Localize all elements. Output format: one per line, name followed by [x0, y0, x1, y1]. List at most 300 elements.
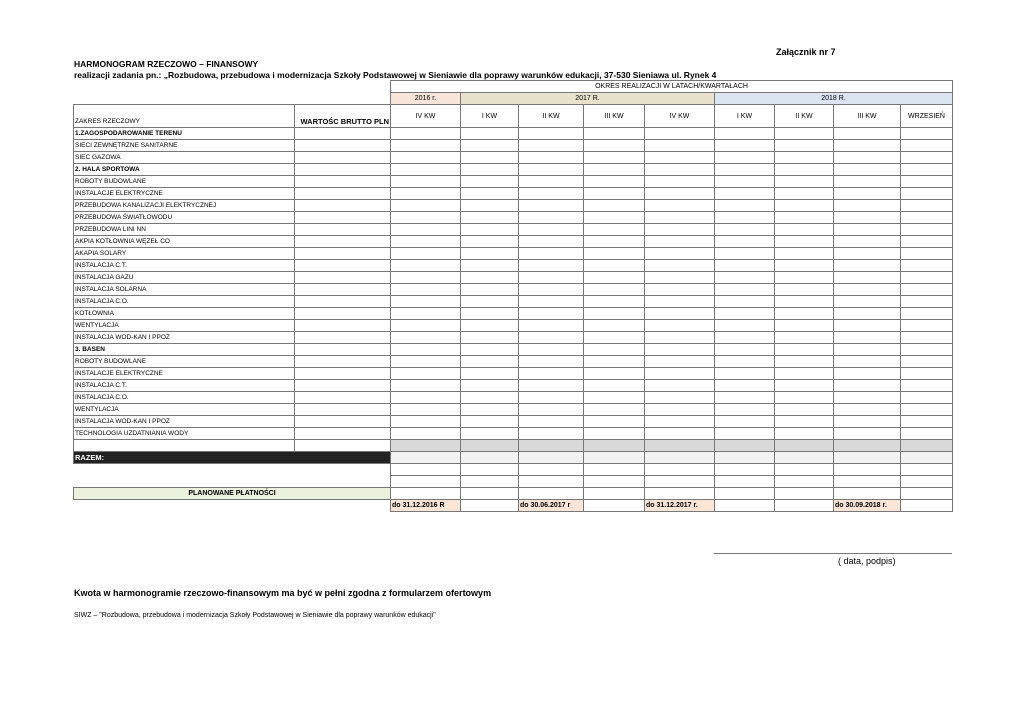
quarter-cell [834, 140, 901, 152]
quarter-cell [461, 284, 519, 296]
quarter-cell [519, 248, 584, 260]
quarter-cell [715, 164, 775, 176]
quarter-cell [715, 416, 775, 428]
quarter-cell [901, 404, 953, 416]
quarter-cell [461, 260, 519, 272]
header-row-years [74, 93, 953, 105]
row-label: 3. BASEN [74, 344, 295, 356]
quarter-cell [715, 284, 775, 296]
quarter-cell [584, 356, 645, 368]
quarter-cell [584, 296, 645, 308]
quarter-cell [461, 296, 519, 308]
quarter-cell [901, 140, 953, 152]
table-row [74, 296, 953, 308]
quarter-cell [645, 320, 715, 332]
quarter-cell [901, 188, 953, 200]
quarter-cell [834, 344, 901, 356]
quarter-cell [584, 140, 645, 152]
quarter-cell [461, 428, 519, 440]
quarter-cell [715, 332, 775, 344]
quarter-cell [645, 188, 715, 200]
row-label: ROBOTY BUDOWLANE [74, 176, 295, 188]
table-row [74, 344, 953, 356]
quarter-cell [519, 404, 584, 416]
quarter-cell [901, 260, 953, 272]
quarter-cell [901, 152, 953, 164]
year-2018-header: 2018 R. [715, 93, 953, 105]
table-row [74, 380, 953, 392]
table-row [74, 272, 953, 284]
quarter-cell [834, 284, 901, 296]
quarter-cell [715, 344, 775, 356]
quarter-cell [775, 176, 834, 188]
table-row [74, 140, 953, 152]
value-cell [295, 248, 391, 260]
quarter-cell [391, 164, 461, 176]
quarter-cell [715, 248, 775, 260]
quarter-cell [645, 212, 715, 224]
quarter-cell [775, 368, 834, 380]
quarter-cell [775, 200, 834, 212]
quarter-cell [834, 164, 901, 176]
quarter-cell [519, 272, 584, 284]
quarter-cell [519, 212, 584, 224]
quarter-cell [834, 392, 901, 404]
quarter-cell [775, 356, 834, 368]
quarter-cell [461, 308, 519, 320]
table-row [74, 284, 953, 296]
quarter-cell [645, 392, 715, 404]
note-text: Kwota w harmonogramie rzeczowo-finansowym ma być w pełni zgodna z formularzem ofertowym [74, 588, 492, 598]
quarter-cell [834, 320, 901, 332]
value-cell [295, 236, 391, 248]
quarter-cell [519, 344, 584, 356]
quarter-cell [519, 176, 584, 188]
quarter-cell [901, 128, 953, 140]
quarter-cell [645, 128, 715, 140]
value-cell [295, 380, 391, 392]
quarter-cell [834, 200, 901, 212]
quarter-cell [834, 224, 901, 236]
table-row [74, 404, 953, 416]
row-label: INSTALACJE ELEKTRYCZNE [74, 188, 295, 200]
value-cell [295, 224, 391, 236]
quarter-cell [391, 428, 461, 440]
table-row [74, 320, 953, 332]
value-cell [295, 344, 391, 356]
quarter-cell [584, 404, 645, 416]
quarter-cell [391, 416, 461, 428]
table-row [74, 356, 953, 368]
table-row [74, 236, 953, 248]
table-row [74, 308, 953, 320]
quarter-cell [519, 356, 584, 368]
quarter-cell [775, 224, 834, 236]
quarter-cell [901, 392, 953, 404]
quarter-cell [834, 128, 901, 140]
quarter-cell [391, 368, 461, 380]
quarter-cell [645, 272, 715, 284]
quarter-cell [901, 248, 953, 260]
table-row [74, 128, 953, 140]
quarter-cell [715, 368, 775, 380]
quarter-cell [391, 308, 461, 320]
deadline-2017-mid: do 30.06.2017 r [519, 500, 584, 512]
quarter-cell [834, 260, 901, 272]
quarter-cell [901, 356, 953, 368]
quarter-cell [901, 380, 953, 392]
quarter-cell [834, 404, 901, 416]
deadline-2018: do 30.09.2018 r. [834, 500, 901, 512]
quarter-cell [715, 224, 775, 236]
value-cell [295, 260, 391, 272]
quarter-header: II KW [519, 105, 584, 128]
quarter-cell [461, 212, 519, 224]
quarter-cell [775, 428, 834, 440]
quarter-cell [834, 332, 901, 344]
quarter-cell [391, 200, 461, 212]
quarter-cell [901, 284, 953, 296]
quarter-cell [584, 164, 645, 176]
quarter-cell [519, 224, 584, 236]
quarter-header: III KW [834, 105, 901, 128]
quarter-cell [901, 224, 953, 236]
quarter-cell [584, 284, 645, 296]
row-label: KOTŁOWNIA [74, 308, 295, 320]
table-row [74, 260, 953, 272]
quarter-cell [461, 152, 519, 164]
quarter-cell [775, 284, 834, 296]
quarter-cell [519, 320, 584, 332]
value-cell [295, 416, 391, 428]
quarter-cell [901, 368, 953, 380]
razem-row [74, 452, 953, 464]
quarter-cell [645, 200, 715, 212]
quarter-cell [715, 296, 775, 308]
year-2016-header: 2016 r. [391, 93, 461, 105]
quarter-cell [834, 380, 901, 392]
quarter-cell [461, 236, 519, 248]
quarter-cell [901, 164, 953, 176]
quarter-cell [584, 200, 645, 212]
table-row [74, 428, 953, 440]
quarter-cell [645, 368, 715, 380]
quarter-cell [584, 320, 645, 332]
quarter-cell [645, 296, 715, 308]
row-label: 2. HALA SPORTOWA [74, 164, 295, 176]
schedule-table [73, 80, 953, 512]
quarter-cell [901, 176, 953, 188]
quarter-cell [645, 308, 715, 320]
quarter-cell [391, 248, 461, 260]
header-row-okres [74, 81, 953, 93]
quarter-cell [775, 260, 834, 272]
quarter-cell [715, 236, 775, 248]
quarter-cell [901, 212, 953, 224]
column-header-wartosc: WARTOŚC BRUTTO PLN [295, 105, 391, 128]
row-label: WENTYLACJA [74, 320, 295, 332]
quarter-cell [715, 404, 775, 416]
row-label: AKAPIA SOLARY [74, 248, 295, 260]
quarter-cell [461, 416, 519, 428]
quarter-cell [584, 248, 645, 260]
quarter-cell [834, 428, 901, 440]
deadline-2016: do 31.12.2016 R [391, 500, 461, 512]
quarter-cell [645, 236, 715, 248]
quarter-cell [461, 128, 519, 140]
quarter-cell [519, 284, 584, 296]
quarter-cell [715, 320, 775, 332]
quarter-cell [775, 344, 834, 356]
value-cell [295, 308, 391, 320]
quarter-cell [901, 308, 953, 320]
table-row [74, 392, 953, 404]
quarter-cell [775, 212, 834, 224]
year-2017-header: 2017 R. [461, 93, 715, 105]
quarter-cell [775, 332, 834, 344]
quarter-header: WRZESIEŃ [901, 105, 953, 128]
quarter-cell [461, 140, 519, 152]
quarter-cell [461, 224, 519, 236]
footer-text: SIWZ – "Rozbudowa, przebudowa i modernizacja Szkoły Podstawowej w Sieniawie dla poprawy warunków edukacji" [74, 612, 436, 619]
table-row [74, 164, 953, 176]
quarter-cell [645, 356, 715, 368]
quarter-cell [461, 272, 519, 284]
quarter-cell [715, 260, 775, 272]
quarter-cell [834, 212, 901, 224]
quarter-cell [715, 188, 775, 200]
quarter-cell [775, 140, 834, 152]
quarter-header: I KW [715, 105, 775, 128]
value-cell [295, 332, 391, 344]
quarter-cell [901, 296, 953, 308]
value-cell [295, 296, 391, 308]
row-label: INSTALACJA C.T. [74, 260, 295, 272]
quarter-cell [519, 416, 584, 428]
row-label: PRZEBUDOWA KANALIZACJI ELEKTRYCZNEJ [74, 200, 295, 212]
signature-line [714, 553, 952, 554]
quarter-cell [645, 140, 715, 152]
quarter-cell [391, 236, 461, 248]
table-row [74, 248, 953, 260]
quarter-cell [645, 152, 715, 164]
quarter-cell [391, 392, 461, 404]
quarter-cell [901, 332, 953, 344]
quarter-cell [584, 308, 645, 320]
quarter-cell [715, 380, 775, 392]
row-label: PRZEBUDOWA ŚWIATŁOWODU [74, 212, 295, 224]
quarter-cell [519, 164, 584, 176]
quarter-cell [834, 176, 901, 188]
quarter-cell [775, 308, 834, 320]
quarter-cell [645, 284, 715, 296]
deadline-row [74, 500, 953, 512]
quarter-cell [775, 404, 834, 416]
quarter-cell [645, 380, 715, 392]
quarter-cell [645, 248, 715, 260]
quarter-cell [775, 152, 834, 164]
blank-row [74, 440, 953, 452]
quarter-cell [775, 128, 834, 140]
quarter-cell [584, 368, 645, 380]
value-cell [295, 152, 391, 164]
quarter-cell [391, 260, 461, 272]
quarter-cell [645, 344, 715, 356]
quarter-header: IV KW [391, 105, 461, 128]
header-row-quarters [74, 105, 953, 128]
quarter-cell [775, 188, 834, 200]
quarter-cell [461, 368, 519, 380]
quarter-cell [715, 152, 775, 164]
quarter-cell [391, 188, 461, 200]
quarter-cell [775, 164, 834, 176]
table-row [74, 176, 953, 188]
row-label: PRZEBUDOWA LINI NN [74, 224, 295, 236]
quarter-cell [391, 212, 461, 224]
quarter-cell [584, 176, 645, 188]
quarter-cell [461, 380, 519, 392]
quarter-cell [715, 308, 775, 320]
quarter-cell [645, 332, 715, 344]
quarter-cell [519, 260, 584, 272]
value-cell [295, 176, 391, 188]
quarter-cell [834, 416, 901, 428]
quarter-cell [645, 260, 715, 272]
quarter-cell [461, 248, 519, 260]
quarter-cell [391, 332, 461, 344]
quarter-cell [715, 200, 775, 212]
quarter-cell [391, 380, 461, 392]
quarter-cell [901, 200, 953, 212]
quarter-cell [834, 272, 901, 284]
quarter-header: I KW [461, 105, 519, 128]
quarter-cell [391, 284, 461, 296]
table-row [74, 368, 953, 380]
quarter-cell [775, 296, 834, 308]
document-title: HARMONOGRAM RZECZOWO – FINANSOWY [74, 59, 259, 69]
planowane-label: PLANOWANE PŁATNOŚCI [74, 488, 391, 500]
row-label: INSTALACJA C.O. [74, 392, 295, 404]
table-row [74, 200, 953, 212]
quarter-cell [715, 128, 775, 140]
quarter-cell [645, 176, 715, 188]
quarter-cell [519, 152, 584, 164]
quarter-cell [461, 188, 519, 200]
quarter-cell [645, 164, 715, 176]
quarter-cell [584, 428, 645, 440]
quarter-cell [834, 188, 901, 200]
quarter-cell [584, 224, 645, 236]
planowane-row [74, 488, 953, 500]
quarter-cell [519, 332, 584, 344]
row-label: ROBOTY BUDOWLANE [74, 356, 295, 368]
row-label: AKPIA KOTŁOWNIA WĘZEŁ CO [74, 236, 295, 248]
row-label: INSTALACJA WOD-KAN I PPOŻ [74, 332, 295, 344]
quarter-cell [519, 368, 584, 380]
row-label: INSTALACJA GAZU [74, 272, 295, 284]
quarter-cell [461, 356, 519, 368]
quarter-cell [901, 272, 953, 284]
document-subtitle: realizacji zadania pn.: „Rozbudowa, przebudowa i modernizacja Szkoły Podstawowej w Sieniawie dla poprawy warunków edukacji, 37-530 Sieniawa ul. Rynek 4 [74, 70, 717, 80]
quarter-cell [645, 416, 715, 428]
row-label: WENTYLACJA [74, 404, 295, 416]
quarter-cell [834, 356, 901, 368]
quarter-cell [519, 392, 584, 404]
quarter-cell [584, 416, 645, 428]
table-row [74, 212, 953, 224]
quarter-cell [715, 272, 775, 284]
quarter-cell [391, 272, 461, 284]
value-cell [295, 320, 391, 332]
quarter-cell [775, 380, 834, 392]
quarter-cell [834, 308, 901, 320]
quarter-cell [901, 236, 953, 248]
quarter-cell [775, 392, 834, 404]
quarter-cell [391, 176, 461, 188]
quarter-cell [775, 272, 834, 284]
quarter-cell [461, 332, 519, 344]
quarter-header: IV KW [645, 105, 715, 128]
quarter-cell [775, 416, 834, 428]
quarter-cell [584, 128, 645, 140]
table-row [74, 416, 953, 428]
quarter-cell [645, 224, 715, 236]
quarter-cell [901, 344, 953, 356]
table-row [74, 224, 953, 236]
quarter-cell [715, 212, 775, 224]
value-cell [295, 368, 391, 380]
razem-label: RAZEM: [74, 452, 391, 464]
quarter-cell [834, 248, 901, 260]
quarter-cell [584, 188, 645, 200]
quarter-cell [461, 344, 519, 356]
quarter-cell [391, 152, 461, 164]
quarter-cell [901, 428, 953, 440]
quarter-cell [775, 236, 834, 248]
quarter-header: III KW [584, 105, 645, 128]
signature-label: ( data, podpis) [838, 556, 896, 566]
quarter-cell [715, 428, 775, 440]
quarter-header: II KW [775, 105, 834, 128]
quarter-cell [834, 296, 901, 308]
value-cell [295, 212, 391, 224]
quarter-cell [715, 356, 775, 368]
quarter-cell [645, 404, 715, 416]
quarter-cell [391, 140, 461, 152]
quarter-cell [901, 320, 953, 332]
quarter-cell [901, 416, 953, 428]
row-label: SIECI ZEWNĘTRZNE SANITARNE [74, 140, 295, 152]
quarter-cell [391, 128, 461, 140]
value-cell [295, 164, 391, 176]
quarter-cell [461, 392, 519, 404]
deadline-2017-end: do 31.12.2017 r. [645, 500, 715, 512]
quarter-cell [715, 392, 775, 404]
spacer-row [74, 464, 953, 476]
quarter-cell [519, 428, 584, 440]
quarter-cell [461, 164, 519, 176]
quarter-cell [391, 320, 461, 332]
quarter-cell [391, 404, 461, 416]
spacer-row [74, 476, 953, 488]
quarter-cell [584, 344, 645, 356]
quarter-cell [584, 272, 645, 284]
quarter-cell [775, 320, 834, 332]
row-label: SIEC GAZOWA [74, 152, 295, 164]
value-cell [295, 392, 391, 404]
table-row [74, 152, 953, 164]
value-cell [295, 272, 391, 284]
